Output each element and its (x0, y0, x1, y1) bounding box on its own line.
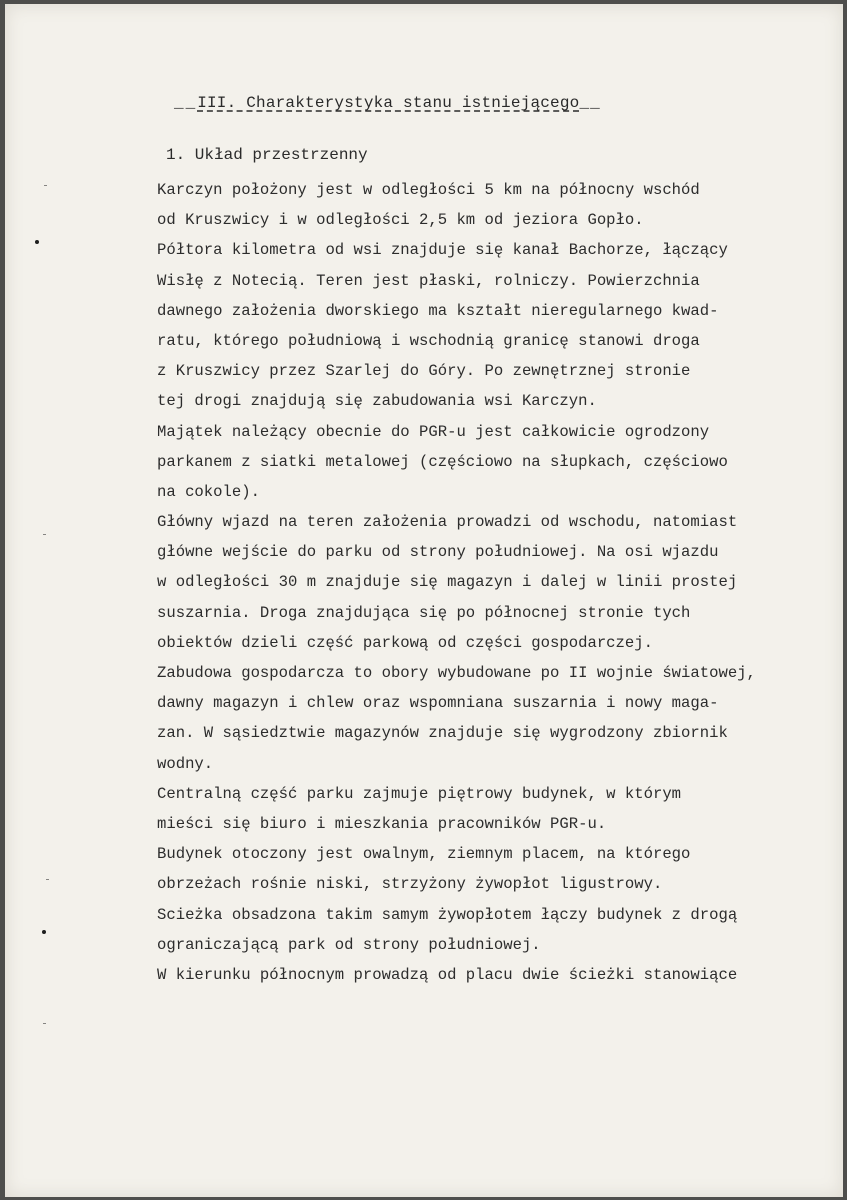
text-line: Półtora kilometra od wsi znajduje się kanał Bachorze, łączący (157, 241, 728, 260)
text-line: tej drogi znajdują się zabudowania wsi Karczyn. (157, 392, 597, 411)
text-line: Główny wjazd na teren założenia prowadzi od wschodu, natomiast (157, 513, 738, 532)
text-line: mieści się biuro i mieszkania pracowników PGR-u. (157, 814, 607, 833)
text-line: główne wejście do parku od strony południowej. Na osi wjazdu (157, 543, 719, 562)
page-heading (174, 94, 601, 112)
text-line: W kierunku północnym prowadzą od placu dwie ścieżki stanowiące (157, 965, 738, 984)
text-line: obrzeżach rośnie niski, strzyżony żywopłot ligustrowy. (157, 875, 663, 894)
text-line: od Kruszwicy i w odległości 2,5 km od jeziora Gopło. (157, 211, 644, 230)
text-line: Zabudowa gospodarcza to obory wybudowane po II wojnie światowej, (157, 664, 756, 682)
text-line: na cokole). (157, 482, 260, 501)
punch-hole (42, 930, 46, 934)
text-line: parkanem z siatki metalowej (częściowo na słupkach, częściowo (157, 452, 728, 471)
text-line: w odległości 30 m znajduje się magazyn i dalej w linii prostej (157, 573, 738, 592)
text-line: Majątek należący obecnie do PGR-u jest całkowicie ogrodzony (157, 422, 710, 441)
heading-title: III. Charakterystyka stanu istniejącego (197, 94, 580, 112)
paper-mark (43, 1023, 46, 1024)
text-line: Wisłę z Notecią. Teren jest płaski, rolniczy. Powierzchnia (157, 271, 700, 290)
text-line: obiektów dzieli część parkową od części gospodarczej. (157, 633, 653, 652)
text-line: ograniczającą park od strony południowej. (157, 935, 541, 954)
paper-mark (43, 534, 46, 535)
punch-hole (35, 240, 39, 244)
body-text (157, 175, 827, 990)
text-line: dawny magazyn i chlew oraz wspomniana suszarnia i nowy maga- (157, 694, 719, 713)
heading-leader: __ (174, 94, 198, 112)
text-line: wodny. (157, 754, 214, 773)
paper-mark (46, 879, 49, 880)
text-line: ratu, którego południową i wschodnią granicę stanowi droga (157, 331, 700, 350)
text-line: zan. W sąsiedztwie magazynów znajduje się wygrodzony zbiornik (157, 724, 728, 743)
text-line: dawnego założenia dworskiego ma kształt nieregularnego kwad- (157, 301, 719, 320)
text-line: Budynek otoczony jest owalnym, ziemnym placem, na którego (157, 845, 691, 864)
text-line: Centralną część parku zajmuje piętrowy budynek, w którym (157, 784, 682, 803)
paper-mark (44, 185, 47, 186)
text-line: suszarnia. Droga znajdująca się po północnej stronie tych (157, 603, 691, 622)
text-line: Scieżka obsadzona takim samym żywopłotem łączy budynek z drogą (157, 905, 738, 924)
text-line: Karczyn położony jest w odległości 5 km na północny wschód (157, 181, 700, 199)
heading-trailer: __ (579, 94, 601, 112)
text-line: z Kruszwicy przez Szarlej do Góry. Po zewnętrznej stronie (157, 362, 691, 381)
section-heading: 1. Układ przestrzenny (166, 146, 368, 164)
